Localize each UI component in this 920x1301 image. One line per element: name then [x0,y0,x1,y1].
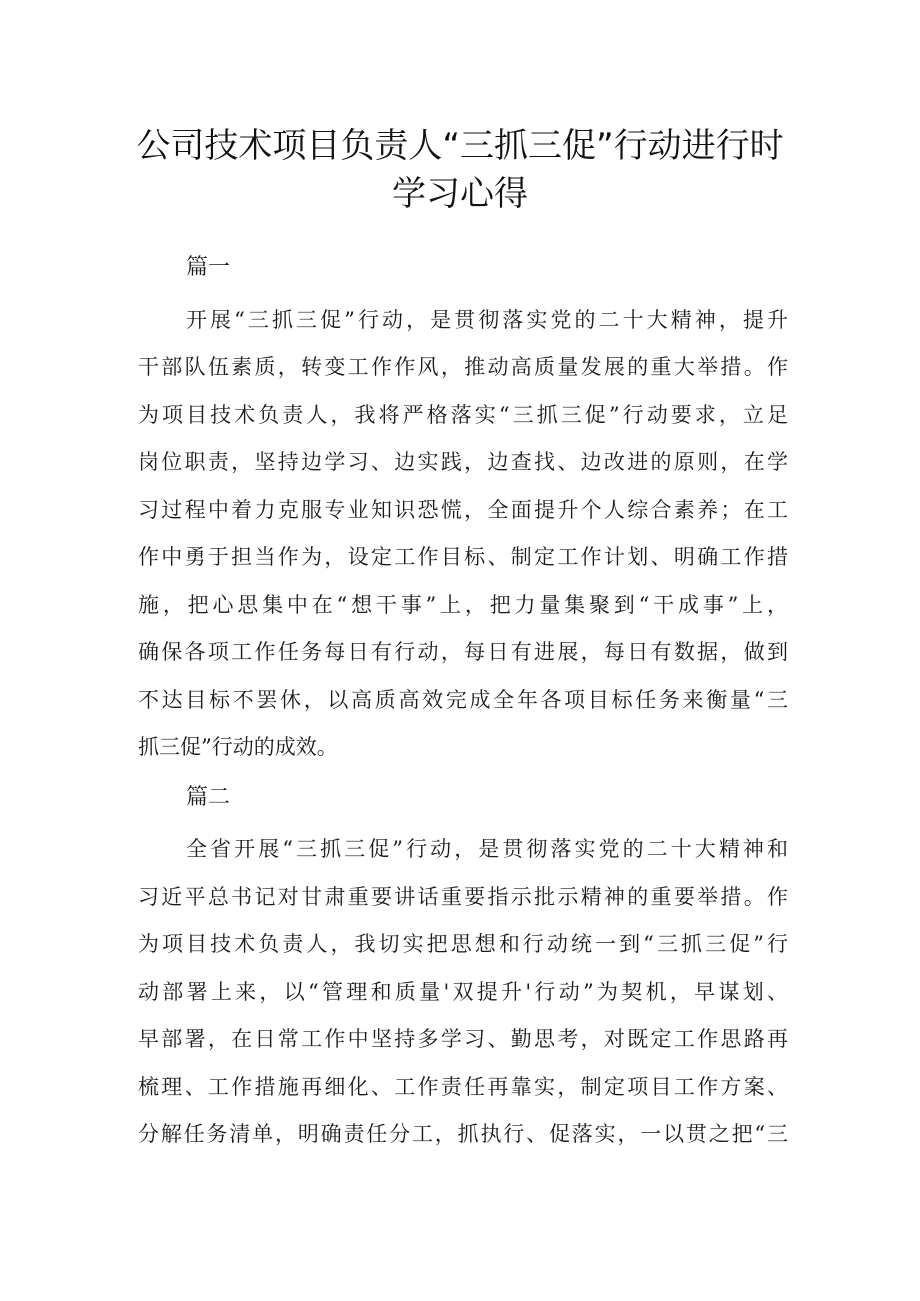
paragraph-line: 不达目标不罢休，以高质高效完成全年各项目标任务来衡量“三 [138,688,788,712]
section-heading-2: 篇二 [186,785,231,810]
paragraph-line: 为项目技术负责人，我切实把思想和行动统一到“三抓三促”行 [138,932,788,956]
document-title-line-2: 学习心得 [392,174,528,214]
paragraph-line: 早部署，在日常工作中坚持多学习、勤思考，对既定工作思路再 [138,1027,788,1051]
paragraph-line: 确保各项工作任务每日有行动，每日有进展，每日有数据，做到 [138,640,788,664]
paragraph-line: 习过程中着力克服专业知识恐慌，全面提升个人综合素养；在工 [138,498,788,522]
paragraph-line: 为项目技术负责人，我将严格落实“三抓三促”行动要求，立足 [138,403,788,427]
document-title-line-1: 公司技术项目负责人“三抓三促”行动进行时 [136,126,784,166]
paragraph-line: 习近平总书记对甘肃重要讲话重要指示批示精神的重要举措。作 [138,885,788,909]
paragraph-line: 开展“三抓三促”行动，是贯彻落实党的二十大精神，提升 [186,308,788,332]
paragraph-line: 岗位职责，坚持边学习、边实践，边查找、边改进的原则，在学 [138,450,788,474]
paragraph-line: 抓三促”行动的成效。 [138,735,338,759]
paragraph-line: 全省开展“三抓三促”行动，是贯彻落实党的二十大精神和 [186,837,788,861]
section-heading-1: 篇一 [186,255,231,280]
paragraph-line: 干部队伍素质，转变工作作风，推动高质量发展的重大举措。作 [138,355,788,379]
paragraph-line: 作中勇于担当作为，设定工作目标、制定工作计划、明确工作措 [138,545,788,569]
paragraph-line: 梳理、工作措施再细化、工作责任再靠实，制定项目工作方案、 [138,1075,788,1099]
paragraph-line: 动部署上来，以“管理和质量'双提升'行动”为契机，早谋划、 [138,980,788,1004]
paragraph-line: 分解任务清单，明确责任分工，抓执行、促落实，一以贯之把“三 [138,1122,788,1146]
paragraph-line: 施，把心思集中在“想干事”上，把力量集聚到“干成事”上， [138,593,788,617]
